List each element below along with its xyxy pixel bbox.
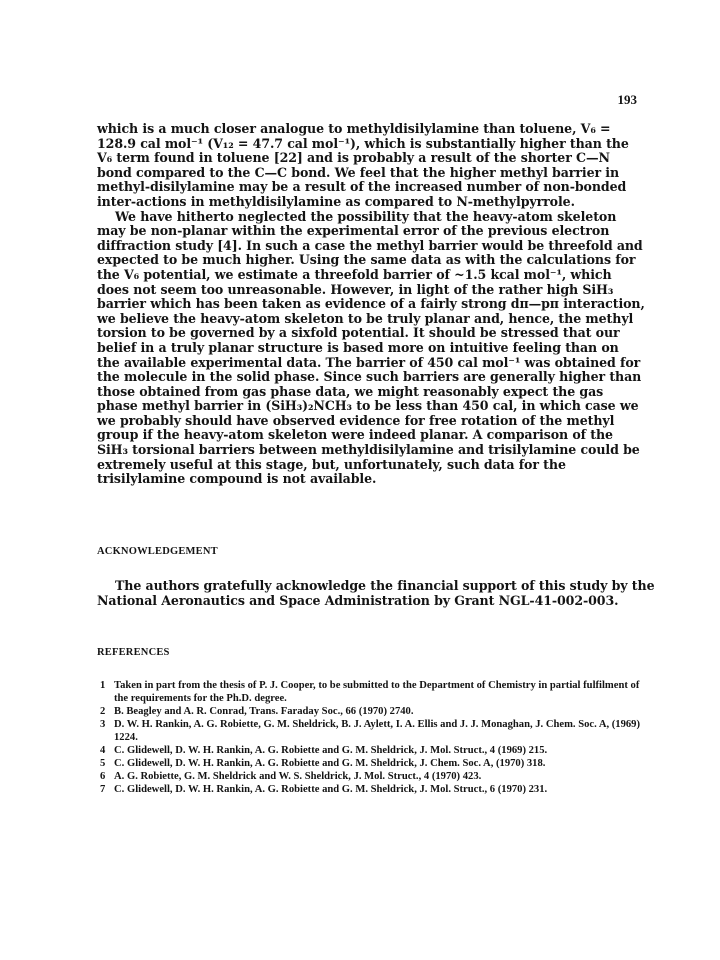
reference-text: B. Beagley and A. R. Conrad, Trans. Faraday Soc., 66 (1970) 2740. (114, 706, 414, 717)
reference-item (100, 718, 640, 744)
reference-item (100, 705, 640, 718)
acknowledgement-text (97, 578, 657, 608)
reference-text: C. Glidewell, D. W. H. Rankin, A. G. Robiette and G. M. Sheldrick, J. Mol. Struct., 6 (1970) 231. (114, 784, 548, 795)
reference-text: C. Glidewell, D. W. H. Rankin, A. G. Robiette and G. M. Sheldrick, J. Mol. Struct., 4 (1969) 215. (114, 745, 548, 756)
reference-text: C. Glidewell, D. W. H. Rankin, A. G. Robiette and G. M. Sheldrick, J. Chem. Soc. A, (1970) 318. (114, 758, 546, 769)
acknowledgement-paragraph: The authors gratefully acknowledge the financial support of this study by the National Aeronautics and Space Administration by Grant NGL-41-002-003. (97, 578, 655, 608)
paragraph-1: which is a much closer analogue to methyldisilylamine than toluene, V₆ = 128.9 cal mol⁻¹ (V₁₂ = 47.7 cal mol⁻¹), which is substantially higher than the V₆ term found in toluene [22] and is probably a result of the shorter C—N bond compared to the C—C bond. We feel that the higher methyl barrier in methyl-disilylamine may be a result of the increased number of non-bonded inter-actions in methyldisilylamine as compared to N-methylpyrrole. (97, 121, 629, 209)
reference-number: 3 (100, 719, 106, 730)
reference-number: 4 (100, 745, 106, 756)
reference-text: Taken in part from the thesis of P. J. Cooper, to be submitted to the Department of Chemistry in partial fulfilment of the requirements for the Ph.D. degree. (114, 680, 640, 704)
reference-list (100, 679, 640, 796)
reference-item (100, 783, 640, 796)
reference-item (100, 770, 640, 783)
reference-item (100, 744, 640, 757)
paragraph-2: We have hitherto neglected the possibility that the heavy-atom skeleton may be non-planar within the experimental error of the previous electron diffraction study [4]. In such a case the methyl barrier would be threefold and expected to be much higher. Using the same data as with the calculations for the V₆ potential, we estimate a threefold barrier of ~1.5 kcal mol⁻¹, which does not seem too unreasonable. However, in light of the rather high SiH₃ barrier which has been taken as evidence of a fairly strong dπ—pπ interaction, we believe the heavy-atom skeleton to be truly planar and, hence, the methyl torsion to be governed by a sixfold potential. It should be stressed that our belief in a truly planar structure is based more on intuitive feeling than on the available experimental data. The barrier of 450 cal mol⁻¹ was obtained for the molecule in the solid phase. Since such barriers are generally higher than those obtained from gas phase data, we might reasonably expect the gas phase methyl barrier in (SiH₃)₂NCH₃ to be less than 450 cal, in which case we we probably should have observed evidence for free rotation of the methyl group if the heavy-atom skeleton were indeed planar. A comparison of the SiH₃ torsional barriers between methyldisilylamine and trisilylamine could be extremely useful at this stage, but, unfortunately, such data for the trisilylamine compound is not available. (97, 208, 645, 487)
reference-number: 7 (100, 784, 106, 795)
acknowledgement-heading: ACKNOWLEDGEMENT (97, 546, 218, 557)
reference-number: 2 (100, 706, 106, 717)
reference-item (100, 757, 640, 770)
body-text (97, 122, 645, 487)
reference-text: A. G. Robiette, G. M. Sheldrick and W. S. Sheldrick, J. Mol. Struct., 4 (1970) 423. (114, 771, 482, 782)
reference-text: D. W. H. Rankin, A. G. Robiette, G. M. Sheldrick, B. J. Aylett, I. A. Ellis and J. J. Monaghan, J. Chem. Soc. A, (1969) 1224. (114, 719, 641, 743)
page-number: 193 (617, 92, 637, 107)
reference-number: 6 (100, 771, 106, 782)
reference-item (100, 679, 640, 705)
reference-number: 1 (100, 680, 106, 691)
reference-number: 5 (100, 758, 106, 769)
references-heading: REFERENCES (97, 647, 170, 658)
